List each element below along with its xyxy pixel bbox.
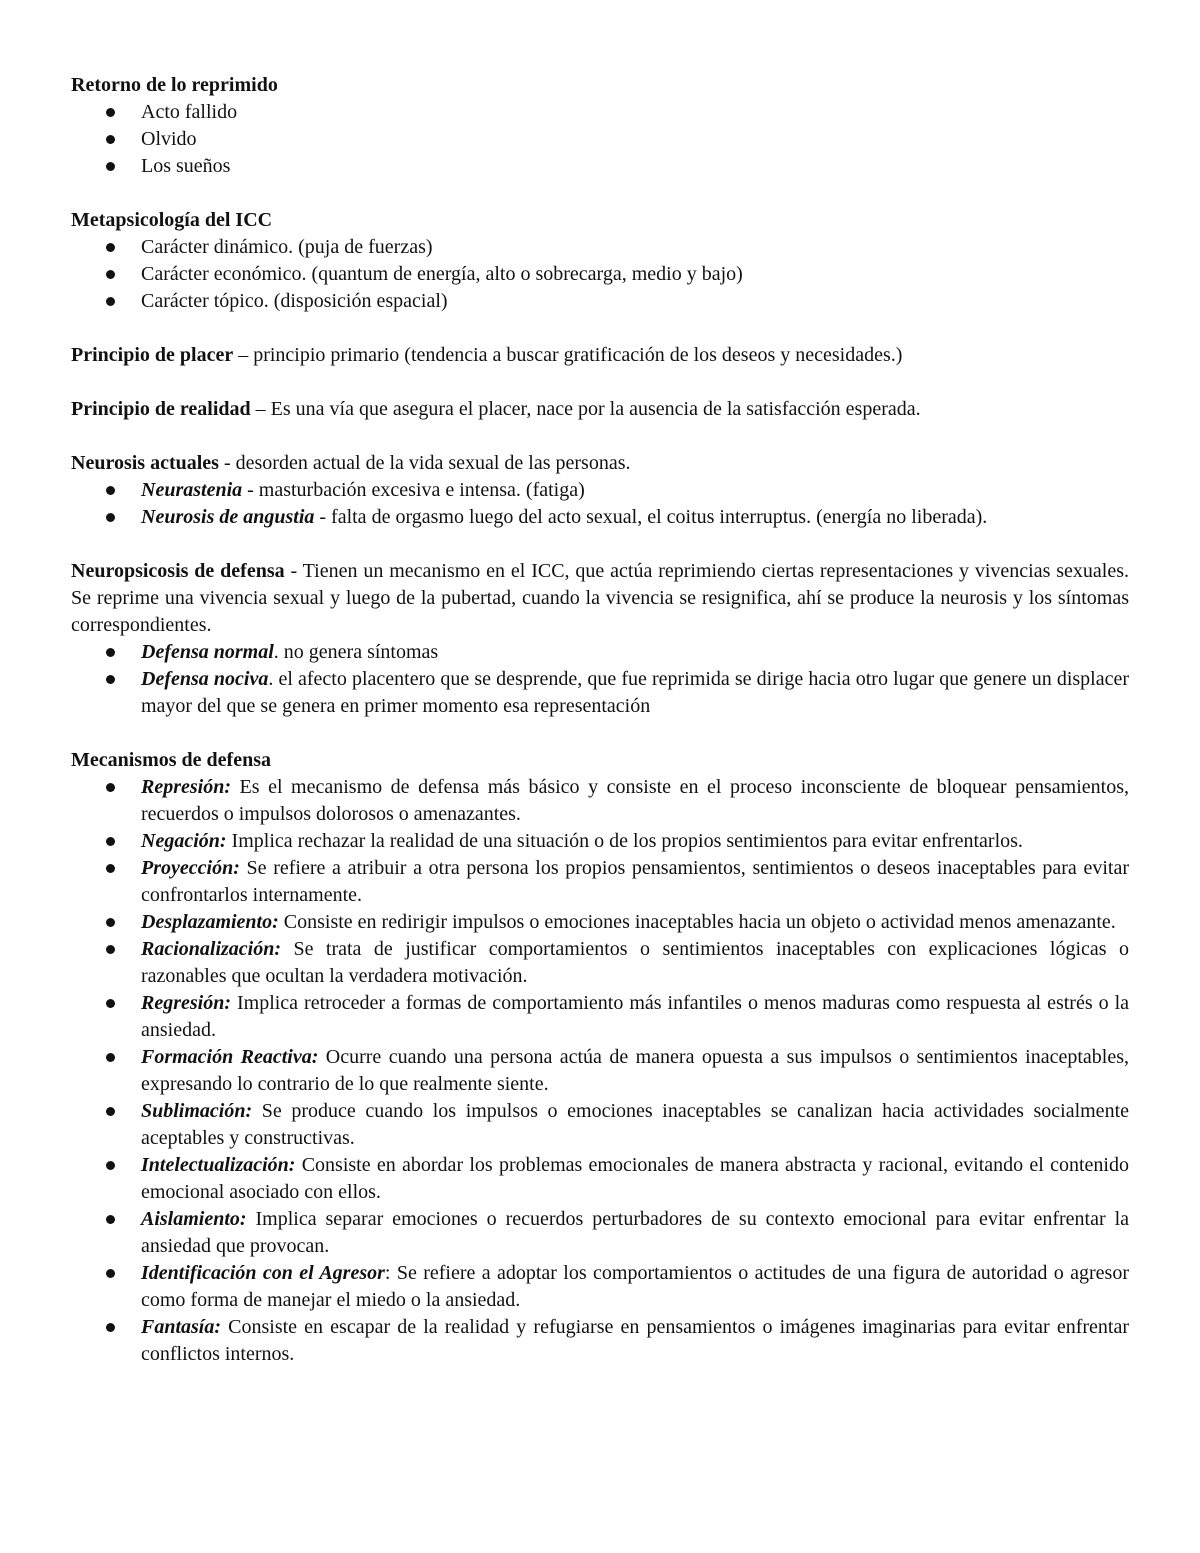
bullet-icon xyxy=(106,648,115,657)
bullet-icon xyxy=(106,1323,115,1332)
bullet-icon xyxy=(106,135,115,144)
paragraph: Neurosis actuales - desorden actual de la vida sexual de las personas. xyxy=(71,452,631,474)
bullet-icon xyxy=(106,1215,115,1224)
bullet-icon xyxy=(106,1053,115,1062)
bullet-icon xyxy=(106,513,115,522)
bullet-icon xyxy=(106,1107,115,1116)
list-item: Carácter tópico. (disposición espacial) xyxy=(71,288,1129,315)
list-item: Los sueños xyxy=(71,153,1129,180)
list-item: Formación Reactiva: Ocurre cuando una persona actúa de manera opuesta a sus impulsos o sentimientos inaceptables, expresando lo contrario de lo que realmente siente. xyxy=(71,1044,1129,1098)
section-heading: Mecanismos de defensa xyxy=(71,749,271,771)
section-neurosis-actuales xyxy=(71,450,1129,531)
bullet-icon xyxy=(106,1161,115,1170)
bullet-icon xyxy=(106,243,115,252)
bullet-list xyxy=(71,99,1129,180)
bullet-icon xyxy=(106,297,115,306)
list-item: Defensa normal. no genera síntomas xyxy=(71,639,1129,666)
list-item: Sublimación: Se produce cuando los impulsos o emociones inaceptables se canalizan hacia actividades socialmente aceptables y constructivas. xyxy=(71,1098,1129,1152)
paragraph: Principio de realidad – Es una vía que asegura el placer, nace por la ausencia de la satisfacción esperada. xyxy=(71,398,921,420)
bullet-list xyxy=(71,234,1129,315)
list-item: Olvido xyxy=(71,126,1129,153)
bullet-icon xyxy=(106,675,115,684)
document-page xyxy=(71,72,1129,1395)
bullet-icon xyxy=(106,945,115,954)
bullet-list xyxy=(71,774,1129,1368)
list-item: Desplazamiento: Consiste en redirigir impulsos o emociones inaceptables hacia un objeto o actividad menos amenazante. xyxy=(71,909,1129,936)
bullet-icon xyxy=(106,783,115,792)
list-item: Intelectualización: Consiste en abordar los problemas emocionales de manera abstracta y racional, evitando el contenido emocional asociado con ellos. xyxy=(71,1152,1129,1206)
bullet-list xyxy=(71,639,1129,720)
bullet-icon xyxy=(106,1269,115,1278)
list-item: Carácter dinámico. (puja de fuerzas) xyxy=(71,234,1129,261)
bullet-list xyxy=(71,477,1129,531)
bullet-icon xyxy=(106,918,115,927)
paragraph: Principio de placer – principio primario (tendencia a buscar gratificación de los deseos y necesidades.) xyxy=(71,344,903,366)
list-item: Identificación con el Agresor: Se refiere a adoptar los comportamientos o actitudes de una figura de autoridad o agresor como forma de manejar el miedo o la ansiedad. xyxy=(71,1260,1129,1314)
section-placer xyxy=(71,342,1129,369)
bullet-icon xyxy=(106,270,115,279)
section-retorno xyxy=(71,72,1129,180)
section-mecanismos xyxy=(71,747,1129,1368)
bullet-icon xyxy=(106,108,115,117)
bullet-icon xyxy=(106,486,115,495)
list-item: Negación: Implica rechazar la realidad de una situación o de los propios sentimientos para evitar enfrentarlos. xyxy=(71,828,1129,855)
list-item: Racionalización: Se trata de justificar comportamientos o sentimientos inaceptables con explicaciones lógicas o razonables que ocultan la verdadera motivación. xyxy=(71,936,1129,990)
section-metapsicologia xyxy=(71,207,1129,315)
paragraph: Neuropsicosis de defensa - Tienen un mecanismo en el ICC, que actúa reprimiendo ciertas representaciones y vivencias sexuales. Se reprime una vivencia sexual y luego de la pubertad, cuando la vivencia se resignifica, ahí se produce la neurosis y los síntomas correspondientes. xyxy=(71,560,1129,636)
list-item: Represión: Es el mecanismo de defensa más básico y consiste en el proceso inconsciente de bloquear pensamientos, recuerdos o impulsos dolorosos o amenazantes. xyxy=(71,774,1129,828)
section-neuropsicosis xyxy=(71,558,1129,720)
list-item: Acto fallido xyxy=(71,99,1129,126)
section-heading: Metapsicología del ICC xyxy=(71,209,273,231)
list-item: Carácter económico. (quantum de energía, alto o sobrecarga, medio y bajo) xyxy=(71,261,1129,288)
bullet-icon xyxy=(106,162,115,171)
list-item: Regresión: Implica retroceder a formas de comportamiento más infantiles o menos maduras como respuesta al estrés o la ansiedad. xyxy=(71,990,1129,1044)
section-realidad xyxy=(71,396,1129,423)
bullet-icon xyxy=(106,837,115,846)
list-item: Fantasía: Consiste en escapar de la realidad y refugiarse en pensamientos o imágenes imaginarias para evitar enfrentar conflictos internos. xyxy=(71,1314,1129,1368)
section-heading: Retorno de lo reprimido xyxy=(71,74,278,96)
list-item: Defensa nociva. el afecto placentero que se desprende, que fue reprimida se dirige hacia otro lugar que genere un displacer mayor del que se genera en primer momento esa representación xyxy=(71,666,1129,720)
list-item: Neurastenia - masturbación excesiva e intensa. (fatiga) xyxy=(71,477,1129,504)
list-item: Proyección: Se refiere a atribuir a otra persona los propios pensamientos, sentimientos o deseos inaceptables para evitar confrontarlos internamente. xyxy=(71,855,1129,909)
bullet-icon xyxy=(106,864,115,873)
list-item: Neurosis de angustia - falta de orgasmo luego del acto sexual, el coitus interruptus. (energía no liberada). xyxy=(71,504,1129,531)
bullet-icon xyxy=(106,999,115,1008)
list-item: Aislamiento: Implica separar emociones o recuerdos perturbadores de su contexto emocional para evitar enfrentar la ansiedad que provocan. xyxy=(71,1206,1129,1260)
